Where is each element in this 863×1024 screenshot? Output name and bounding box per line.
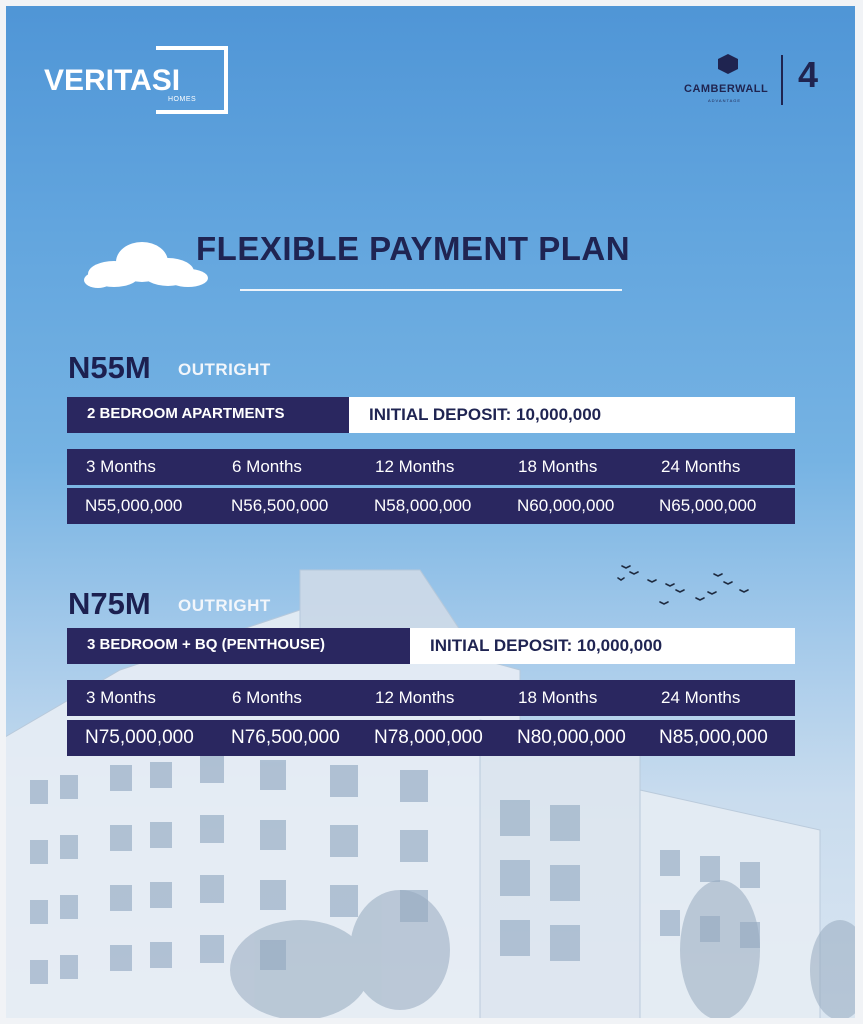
logo-text: VERITASI [44, 64, 181, 97]
duration-cell: 3 Months [86, 688, 156, 707]
amount-cell: N58,000,000 [374, 496, 472, 515]
plan-2-amounts-row [67, 720, 795, 756]
duration-cell: 3 Months [86, 457, 156, 476]
duration-cell: 6 Months [232, 688, 302, 707]
page-title: FLEXIBLE PAYMENT PLAN [196, 230, 631, 267]
logo-subtext: HOMES [168, 96, 197, 103]
duration-cell: 18 Months [518, 688, 598, 707]
plan-1-price: N55M [68, 350, 151, 385]
plan-1-amounts-row [67, 488, 795, 524]
plan-2-header-bar [67, 628, 795, 664]
page-number: 4 [798, 54, 819, 95]
amount-cell: N65,000,000 [659, 496, 757, 515]
plan-2-price: N75M [68, 586, 151, 621]
veritasi-logo [44, 46, 197, 118]
amount-cell: N76,500,000 [231, 727, 340, 748]
plan-1-outright: OUTRIGHT [178, 360, 271, 379]
amount-cell: N80,000,000 [517, 727, 626, 748]
camberwall-logo [680, 52, 830, 108]
duration-cell: 6 Months [232, 457, 302, 476]
amount-cell: N56,500,000 [231, 496, 329, 515]
plan-2-durations-row [67, 680, 795, 716]
title-underline [240, 289, 622, 291]
plan-1-unit-type: 2 BEDROOM APARTMENTS [67, 397, 349, 433]
duration-cell: 18 Months [518, 457, 598, 476]
birds-icon [616, 562, 756, 612]
amount-cell: N75,000,000 [85, 727, 194, 748]
plan-2-outright: OUTRIGHT [178, 596, 271, 615]
plan-2-deposit: INITIAL DEPOSIT: 10,000,000 [430, 636, 663, 655]
partner-sub: ADVANTAGE [708, 98, 742, 103]
amount-cell: N85,000,000 [659, 727, 768, 748]
plan-1-deposit: INITIAL DEPOSIT: 10,000,000 [369, 405, 602, 424]
plan-1-durations-row [67, 449, 795, 485]
duration-cell: 24 Months [661, 457, 741, 476]
plan-2-unit-type: 3 BEDROOM + BQ (PENTHOUSE) [67, 628, 410, 664]
amount-cell: N78,000,000 [374, 727, 483, 748]
amount-cell: N55,000,000 [85, 496, 183, 515]
logo-divider [781, 55, 783, 105]
amount-cell: N60,000,000 [517, 496, 615, 515]
duration-cell: 12 Months [375, 688, 455, 707]
duration-cell: 12 Months [375, 457, 455, 476]
cloud-icon [84, 236, 210, 290]
duration-cell: 24 Months [661, 688, 741, 707]
plan-1-header-bar [67, 397, 795, 433]
camberwall-mark-icon [718, 54, 738, 74]
partner-name: CAMBERWALL [684, 83, 769, 95]
